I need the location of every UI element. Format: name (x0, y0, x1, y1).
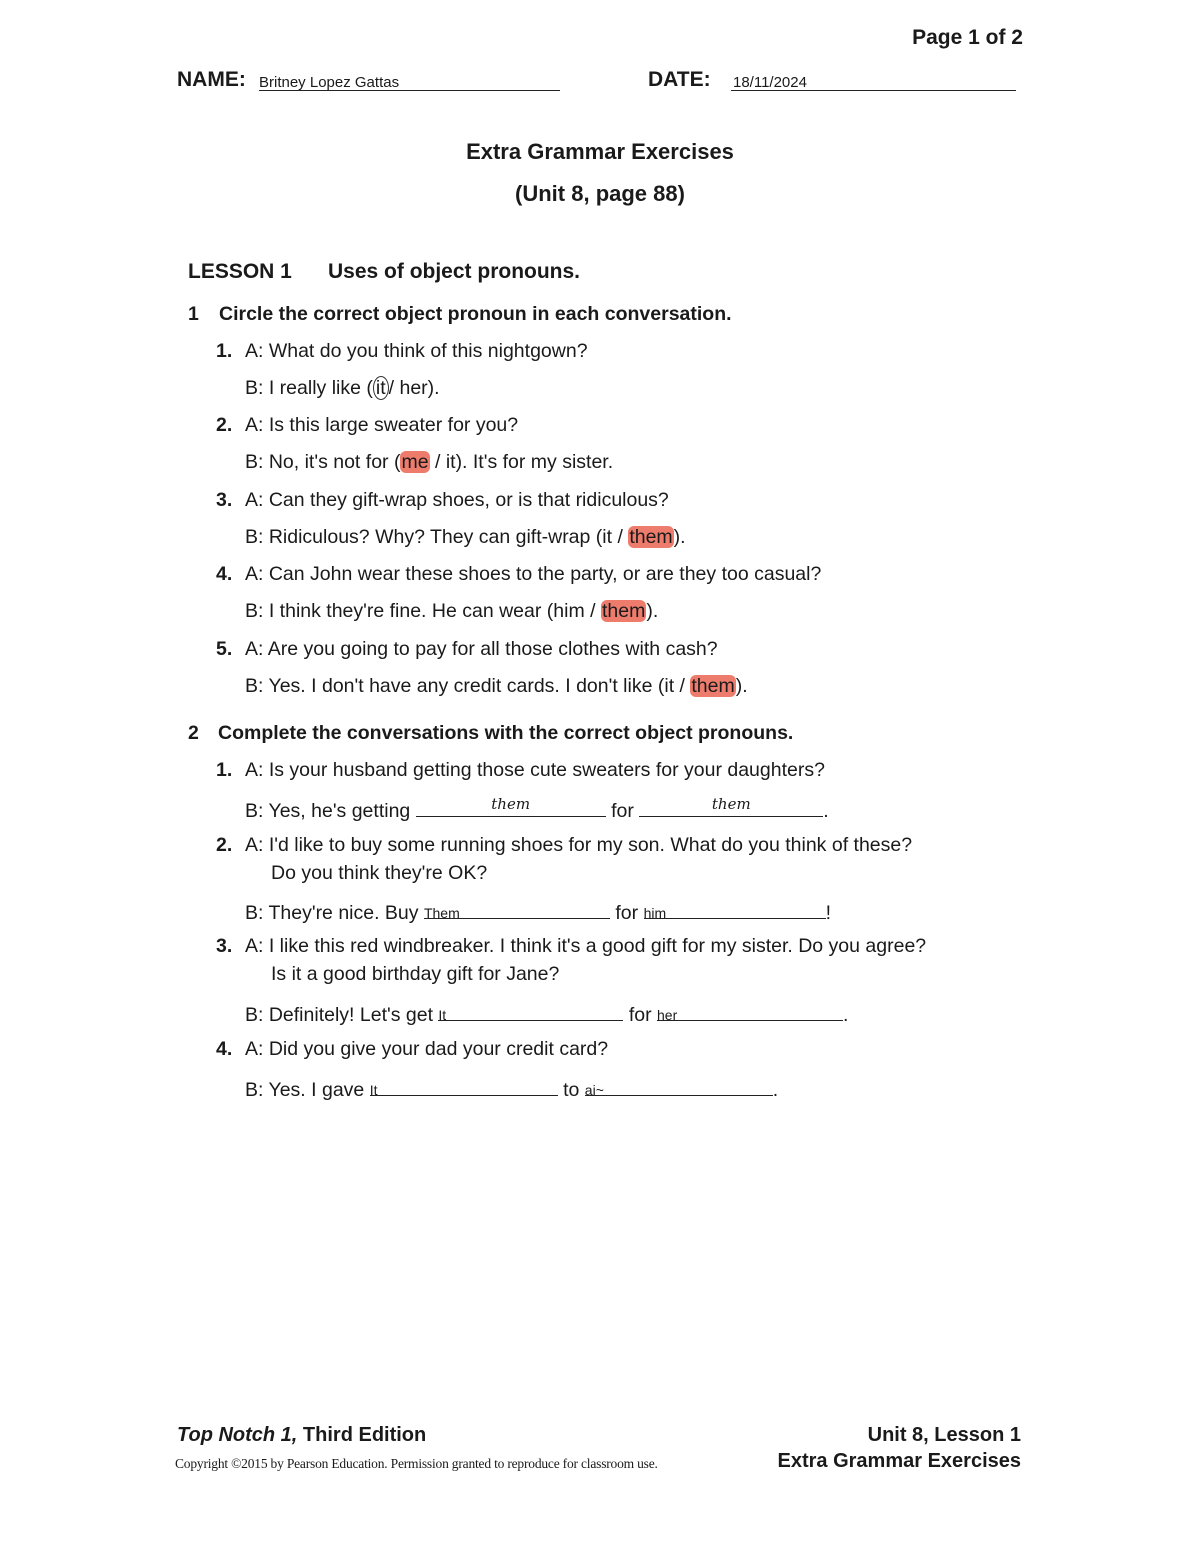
question-text: A: What do you think of this nightgown? (245, 340, 588, 362)
answer-text: It (438, 1007, 447, 1023)
name-value: Britney Lopez Gattas (259, 74, 400, 91)
date-label: DATE: (648, 68, 711, 91)
question-text: A: Are you going to pay for all those clothes with cash? (245, 638, 718, 660)
ex2-item3-b: B: Definitely! Let's get It for her . (245, 1000, 848, 1027)
answer-text: Them (423, 905, 460, 921)
ex1-item1-b: B: I really like ( it / her). (245, 377, 440, 399)
answer-option[interactable]: it (664, 675, 675, 697)
exercise1-instruction: Circle the correct object pronoun in each conversation. (219, 303, 732, 325)
ex2-item3-a2: Is it a good birthday gift for Jane? (271, 963, 560, 985)
answer-blank[interactable] (438, 1000, 623, 1021)
answer-blank[interactable] (644, 898, 826, 919)
answer-option[interactable]: her (399, 377, 428, 399)
answer-option[interactable]: him (553, 600, 585, 622)
page-number: Page 1 of 2 (912, 26, 1023, 49)
page-subtitle: (Unit 8, page 88) (515, 181, 685, 206)
answer-option-selected[interactable]: them (691, 675, 735, 697)
item-number: 3. (216, 935, 233, 957)
answer-blank[interactable] (639, 796, 823, 817)
book-edition: Third Edition (297, 1424, 427, 1446)
question-text: A: I'd like to buy some running shoes for my son. What do you think of these? (245, 834, 913, 856)
item-number: 4. (216, 1038, 233, 1060)
question-text: A: Is this large sweater for you? (245, 414, 519, 436)
question-text: A: Did you give your dad your credit card? (245, 1038, 609, 1060)
question-text: A: Is your husband getting those cute sweaters for your daughters? (245, 759, 825, 781)
exercise1-heading (188, 303, 732, 326)
ex2-item1-a (216, 759, 825, 782)
exercise2-instruction: Complete the conversations with the correct object pronouns. (218, 722, 794, 744)
ex1-item4-b: B: I think they're fine. He can wear (him / them). (245, 600, 659, 622)
ex2-item2-b: B: They're nice. Buy Them for him ! (245, 898, 831, 925)
answer-option[interactable]: it (445, 451, 456, 473)
answer-option-selected[interactable]: it (373, 376, 389, 400)
answer-option[interactable]: it (602, 526, 613, 548)
exercise2-number: 2 (188, 722, 199, 744)
name-field[interactable] (259, 70, 560, 91)
footer-unit: Unit 8, Lesson 1 (867, 1424, 1021, 1446)
answer-option-selected[interactable]: them (601, 600, 646, 622)
lesson-topic: Uses of object pronouns. (328, 260, 581, 283)
ex1-item5-b: B: Yes. I don't have any credit cards. I don't like (it / them). (245, 675, 748, 697)
exercise1-number: 1 (188, 303, 199, 325)
ex2-item2-a2: Do you think they're OK? (271, 862, 488, 884)
answer-option-selected[interactable]: them (629, 526, 673, 548)
footer-section: Extra Grammar Exercises (777, 1450, 1021, 1472)
ex1-item2-a (216, 414, 518, 437)
name-label: NAME: (177, 68, 246, 91)
item-number: 1. (216, 759, 233, 781)
answer-text: him (643, 905, 667, 921)
item-number: 5. (216, 638, 233, 660)
date-value: 18/11/2024 (733, 74, 807, 91)
question-text: A: Can they gift-wrap shoes, or is that ridiculous? (245, 489, 669, 511)
item-number: 2. (216, 834, 233, 856)
question-text: A: I like this red windbreaker. I think it's a good gift for my sister. Do you agree? (245, 935, 927, 957)
answer-text: them (711, 795, 751, 813)
ex2-item4-b: B: Yes. I gave It to ai~ . (245, 1075, 778, 1102)
answer-blank[interactable] (416, 796, 606, 817)
ex2-item2-a (216, 834, 912, 857)
exercise2-heading (188, 722, 793, 745)
ex1-item2-b: B: No, it's not for (me / it). It's for my sister. (245, 451, 614, 473)
answer-text: It (369, 1082, 378, 1098)
question-text: A: Can John wear these shoes to the party, or are they too casual? (245, 563, 822, 585)
ex1-item5-a (216, 638, 718, 661)
book-name: Top Notch 1, (177, 1424, 298, 1446)
date-field[interactable] (731, 70, 1016, 91)
footer-book-title (177, 1424, 426, 1447)
item-number: 3. (216, 489, 233, 511)
answer-blank[interactable] (585, 1075, 773, 1096)
ex2-item4-a (216, 1038, 608, 1061)
copyright-notice: Copyright ©2015 by Pearson Education. Permission granted to reproduce for classroom use. (175, 1456, 658, 1471)
ex2-item1-b: B: Yes, he's getting them for them . (245, 795, 829, 822)
ex1-item4-a (216, 563, 821, 586)
answer-blank[interactable] (657, 1000, 843, 1021)
answer-text: them (491, 795, 531, 813)
answer-text: her (657, 1007, 678, 1023)
ex1-item1-a (216, 340, 588, 363)
answer-option-selected[interactable]: me (401, 451, 429, 473)
item-number: 4. (216, 563, 233, 585)
lesson-label: LESSON 1 (188, 260, 292, 283)
ex1-item3-a (216, 489, 669, 512)
item-number: 2. (216, 414, 233, 436)
item-number: 1. (216, 340, 233, 362)
page-title: Extra Grammar Exercises (466, 139, 734, 164)
answer-blank[interactable] (424, 898, 610, 919)
ex1-item3-b: B: Ridiculous? Why? They can gift-wrap (it / them). (245, 526, 686, 548)
answer-text: ai~ (584, 1082, 604, 1098)
ex2-item3-a (216, 935, 926, 958)
answer-blank[interactable] (370, 1075, 558, 1096)
